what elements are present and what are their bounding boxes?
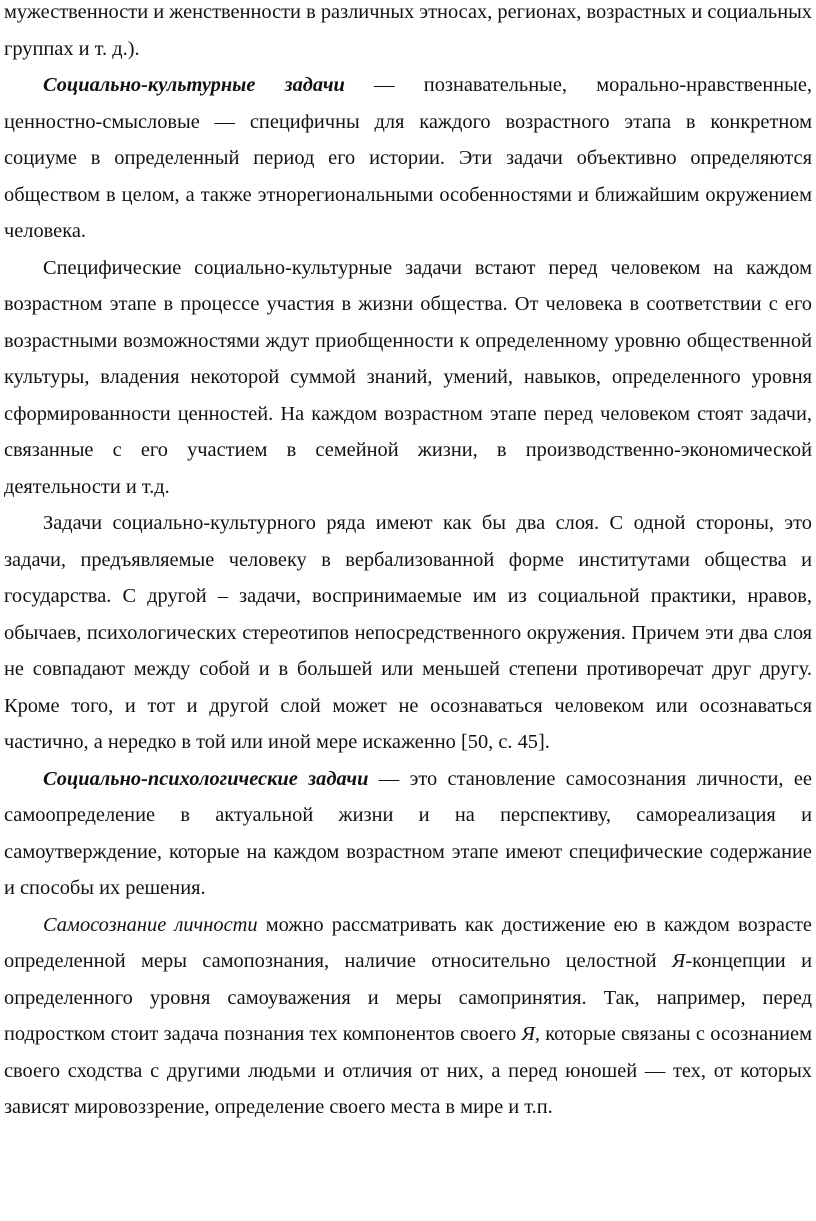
- paragraph-text: — познавательные, морально-нравственные, ценностно-смысловые — специфичны для каждого возрастного этапа в конкретном социуме в определенный период его истории. Эти задачи объективно определяются обществом в целом, а также этнорегиональными особенностями и ближайшим окружением человека.: [4, 74, 813, 242]
- paragraph-text: -концепции и определенного уровня самоуважения и меры самопринятия. Так, например, перед подростком стоит задача познания тех компонентов своего: [4, 950, 812, 1045]
- term-heading: Социально-психологические задачи: [43, 767, 369, 790]
- paragraph-text: мужественности и женственности в различных этносах, регионах, возрастных и социальных группах и т. д.).: [4, 1, 812, 60]
- term-italic: Самосознание личности: [43, 913, 258, 936]
- paragraph-text: можно рассматривать как достижение ею в каждом возрасте определенной меры самопознания, наличие относительно целостной: [4, 913, 812, 972]
- paragraph-text: Задачи социально-культурного ряда имеют как бы два слоя. С одной стороны, это задачи, предъявляемые человеку в вербализованной форме институтами общества и государства. С другой – задачи, воспринимаемые им из социальной практики, нравов, обычаев, психологических стереотипов непосредственного окружения. Причем эти два слоя не совпадают между собой и в большей или меньшей степени противоречат друг другу. Кроме того, и тот и другой слой может не осознаваться человеком или осознаваться частично, а нередко в той или иной мере искаженно [50, с. 45].: [4, 512, 812, 753]
- term-ya: Я: [671, 950, 686, 972]
- paragraph-sociopsychological-tasks: [4, 761, 812, 907]
- paragraph-two-layers: [4, 505, 812, 761]
- paragraph-continuation: [4, 0, 812, 67]
- paragraph-sociocultural-tasks: [4, 67, 812, 250]
- paragraph-text: которые связаны с осознанием своего сходства с другими людьми и отличия от них, а перед юношей — тех, от которых зависят мировоззрение, определение своего места в мире и т.п.: [4, 1023, 813, 1118]
- paragraph-specific-tasks: [4, 250, 812, 506]
- paragraph-text: — это становление самосознания личности, ее самоопределение в актуальной жизни и на перспективу, самореализация и самоутверждение, которые на каждом возрастном этапе имеют специфические содержание и способы их решения.: [4, 767, 812, 899]
- term-heading: Социально-культурные задачи: [43, 74, 345, 96]
- term-ya: Я,: [521, 1023, 540, 1045]
- paragraph-text: Специфические социально-культурные задачи встают перед человеком на каждом возрастном этапе в процессе участия в жизни общества. От человека в соответствии с его возрастными возможностями ждут приобщенности к определенному уровню общественной культуры, владения некоторой суммой знаний, умений, навыков, определенного уровня сформированности ценностей. На каждом возрастном этапе перед человеком стоят задачи, связанные с его участием в семейной жизни, в производственно-экономической деятельности и т.д.: [4, 256, 812, 498]
- paragraph-self-awareness: [4, 907, 812, 1126]
